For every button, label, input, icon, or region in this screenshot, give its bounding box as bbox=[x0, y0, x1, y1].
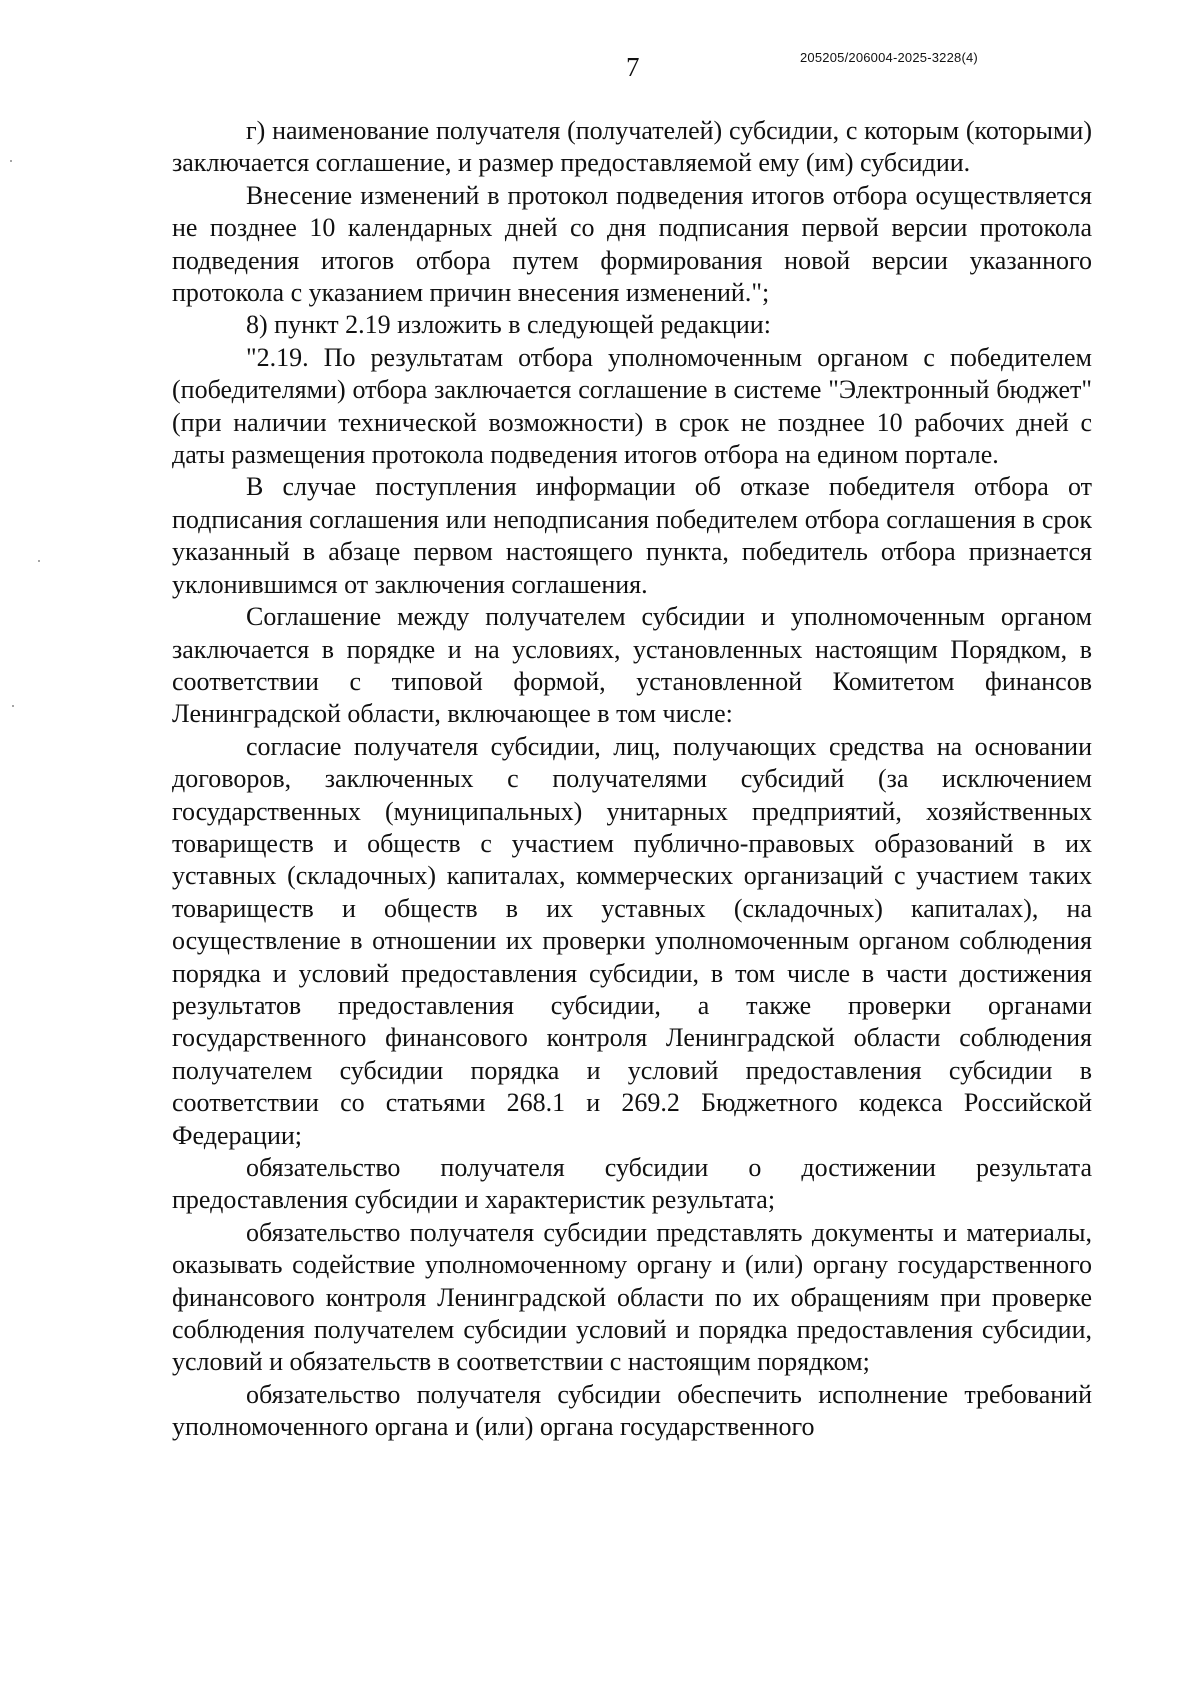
paragraph-obligation-result: обязательство получателя субсидии о достижении результата предоставления субсидии и характеристик результата; bbox=[172, 1153, 1092, 1215]
paragraph-recipient-name: г) наименование получателя (получателей) субсидии, с которым (которыми) заключается соглашение, и размер предоставляемой ему (им) субсидии. bbox=[172, 116, 1092, 178]
paragraph-protocol-changes: Внесение изменений в протокол подведения итогов отбора осуществляется не позднее 10 календарных дней со дня подписания первой версии протокола подведения итогов отбора путем формирования новой версии указанного протокола с указанием причин внесения изменений."; bbox=[172, 180, 1092, 308]
paragraph-item-8: 8) пункт 2.19 изложить в следующей редакции: bbox=[246, 310, 771, 340]
scan-speck bbox=[38, 560, 40, 562]
document-registration-code: 205205/206004-2025-3228(4) bbox=[800, 50, 978, 65]
paragraph-obligation-documents: обязательство получателя субсидии представлять документы и материалы, оказывать содействие уполномоченному органу и (или) органу государственного финансового контроля Ленинградской области по их обращениям при проверке соблюдения получателем субсидии условий и порядка предоставления субсидии, условий и обязательств в соответствии с настоящим порядком; bbox=[172, 1217, 1092, 1377]
scan-speck bbox=[12, 705, 14, 707]
paragraph-2-19: "2.19. По результатам отбора уполномоченным органом с победителем (победителями) отбора заключается соглашение в системе "Электронный бюджет" (при наличии технической возможности) в срок не позднее 10 рабочих дней с даты размещения протокола подведения итогов отбора на едином портале. bbox=[172, 342, 1092, 470]
paragraph-consent: согласие получателя субсидии, лиц, получающих средства на основании договоров, заключенных с получателями субсидий (за исключением государственных (муниципальных) унитарных предприятий, хозяйственных товариществ и обществ с участием публично-правовых образований в их уставных (складочных) капиталах, коммерческих организаций с участием таких товариществ и обществ в их уставных (складочных) капиталах), на осуществление в отношении их проверки уполномоченным органом соблюдения порядка и условий предоставления субсидии, в том числе в части достижения результатов предоставления субсидии, а также проверки органами государственного финансового контроля Ленинградской области соблюдения получателем субсидии порядка и условий предоставления субсидии в соответствии со статьями 268.1 и 269.2 Бюджетного кодекса Российской Федерации; bbox=[172, 731, 1092, 1150]
paragraph-obligation-requirements: обязательство получателя субсидии обеспечить исполнение требований уполномоченного органа и (или) органа государственного bbox=[172, 1379, 1092, 1442]
paragraph-refusal: В случае поступления информации об отказе победителя отбора от подписания соглашения или неподписания победителем отбора соглашения в срок указанный в абзаце первом настоящего пункта, победитель отбора признается уклонившимся от заключения соглашения. bbox=[172, 472, 1092, 599]
scan-speck bbox=[10, 160, 12, 162]
document-body bbox=[172, 115, 1092, 1444]
page-number: 7 bbox=[626, 52, 640, 82]
paragraph-agreement: Соглашение между получателем субсидии и уполномоченным органом заключается в порядке и на условиях, установленных настоящим Порядком, в соответствии с типовой формой, установленной Комитетом финансов Ленинградской области, включающее в том числе: bbox=[172, 602, 1092, 729]
